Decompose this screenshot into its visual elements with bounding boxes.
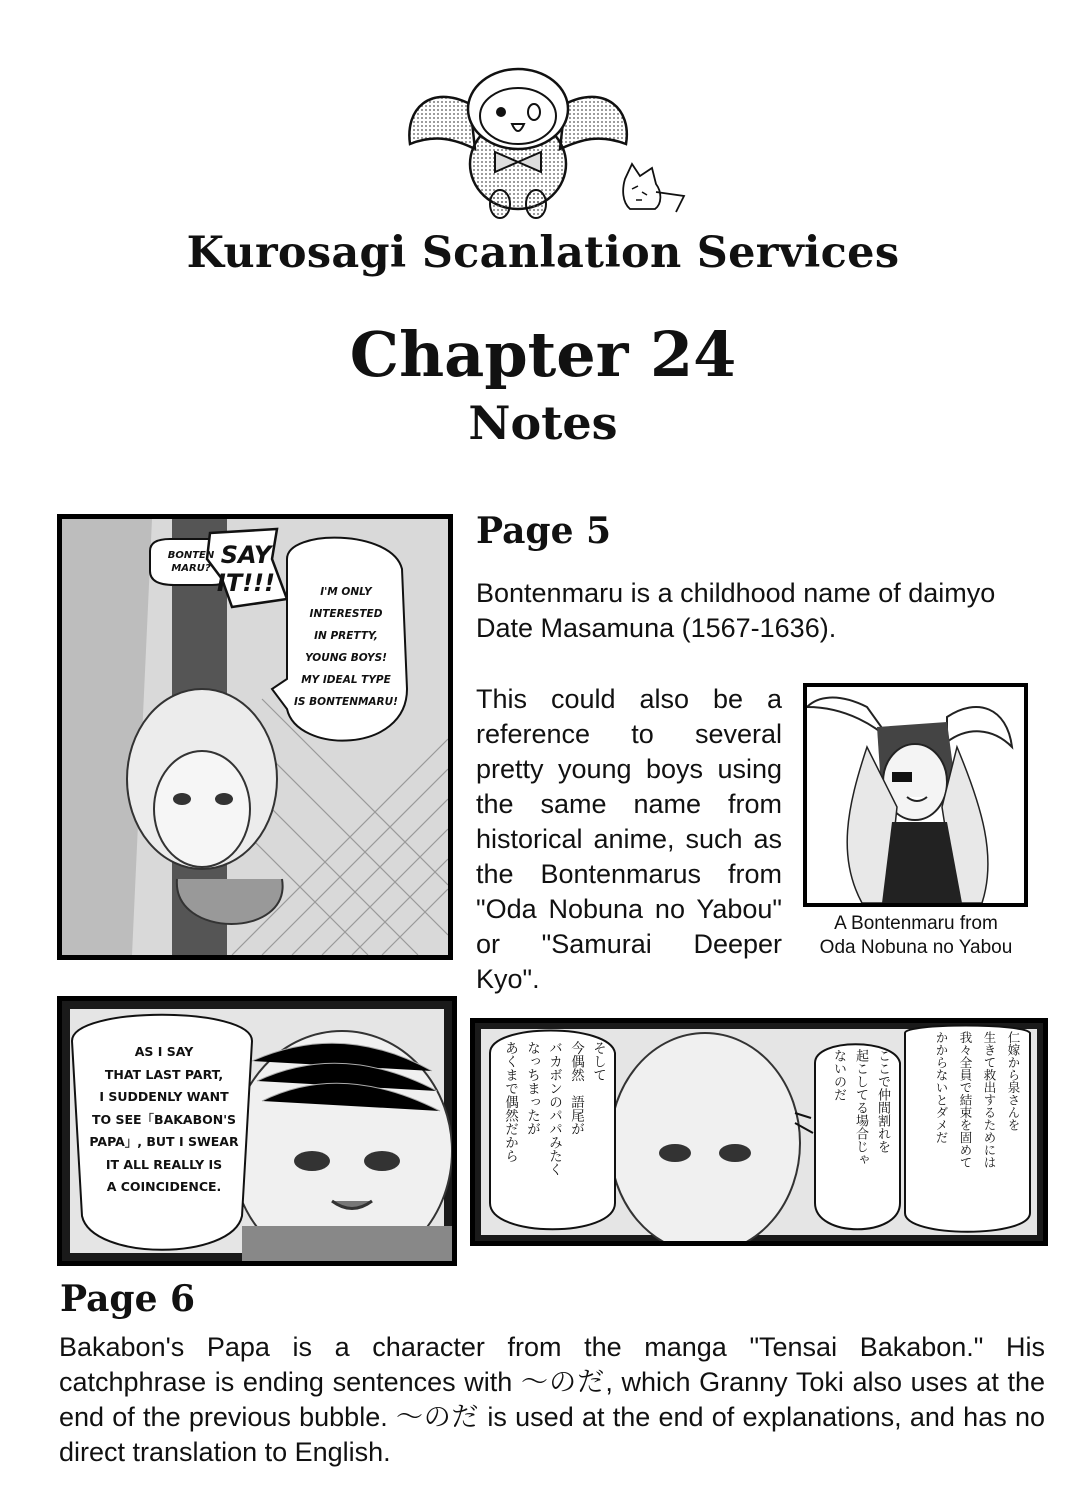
bubble-line: YOUNG BOYS! [305,652,387,664]
manga-panel-page6-japanese [470,1018,1048,1246]
bubble-line: INTERESTED [309,608,383,620]
speech-bubble-shout [210,541,282,597]
bubble-line: A COINCIDENCE. [106,1179,222,1194]
bubble-line: そして [590,1041,606,1082]
bubble-line: 生きて救出するためには [982,1031,997,1169]
bubble-line: MARU? [171,563,211,574]
bubble-line: IN PRETTY, [314,630,378,642]
bubble-line: BONTEN [167,550,215,561]
bubble-line: かからないとダメだ [934,1031,949,1144]
bontenmaru-art [807,687,1024,903]
bubble-line: なっちまったが [524,1041,540,1136]
caption-line-1: A Bontenmaru from [834,913,998,934]
manga-panel-page5 [57,514,453,960]
bubble-line: IS BONTENMARU! [294,696,398,708]
bubble-line: TO SEE「BAKABON'S [91,1111,237,1127]
manga-panel-page6-english [57,996,457,1266]
page5-heading: Page 5 [476,510,612,552]
bubble-line: I SUDDENLY WANT [99,1089,229,1104]
page5-paragraph-2: This could also be a reference to several pretty young boys using the same name from historical anime, such as the Bontenmarus from "Oda Nobuna no Yabou" or "Samurai Deeper Kyo". [476,684,782,994]
owl-mascot-logo [400,64,700,224]
bubble-line: I'M ONLY [320,586,372,598]
bubble-line: あくまで偶然だから [502,1041,518,1163]
speech-bubble-jp-left [497,1041,609,1221]
page5-paragraph-1: Bontenmaru is a childhood name of daimyo Date Masamuna (1567-1636). [476,578,996,643]
bubble-line: AS I SAY [134,1044,194,1059]
caption-line-2: Oda Nobuna no Yabou [819,937,1013,958]
bubble-line: 仁嫁から泉さんを [1006,1031,1021,1131]
bontenmaru-reference-image [803,683,1028,907]
chapter-title: Chapter 24 [349,318,737,391]
speech-bubble-main [284,581,408,713]
page6-heading: Page 6 [60,1278,196,1320]
notes-title: Notes [468,396,618,450]
bubble-line: ここで仲間割れを [875,1049,890,1153]
bubble-line: MY IDEAL TYPE [301,674,391,686]
bubble-line: 我々全員で結束を固めて [958,1031,973,1169]
bubble-line: PAPA」, BUT I SWEAR [89,1134,239,1149]
bubble-line: SAY [220,541,272,569]
image-caption [800,912,1032,960]
bubble-line: IT!!! [216,569,276,597]
bubble-line: 起こしてる場合じゃ [853,1049,868,1166]
bubble-line: THAT LAST PART, [104,1066,224,1082]
bubble-line: 今偶然 語尾が [568,1041,584,1136]
speech-bubble-jp-middle [821,1049,893,1227]
bubble-line: バカボンのパパみたく [546,1041,562,1176]
page6-paragraph: Bakabon's Papa is a character from the manga "Tensai Bakabon." His catchphrase is ending sentences with 〜のだ, which Granny Toki also uses at the end of the previous bubble. 〜のだ is used at the end of explanations, and has no direct translation to English. [59,1332,1045,1467]
speech-bubble-jp-right [915,1031,1025,1231]
speech-bubble-english [74,1041,254,1199]
bubble-line: ないのだ [831,1049,846,1101]
group-name: Kurosagi Scanlation Services [186,228,900,278]
bubble-line: IT ALL REALLY IS [105,1156,223,1172]
